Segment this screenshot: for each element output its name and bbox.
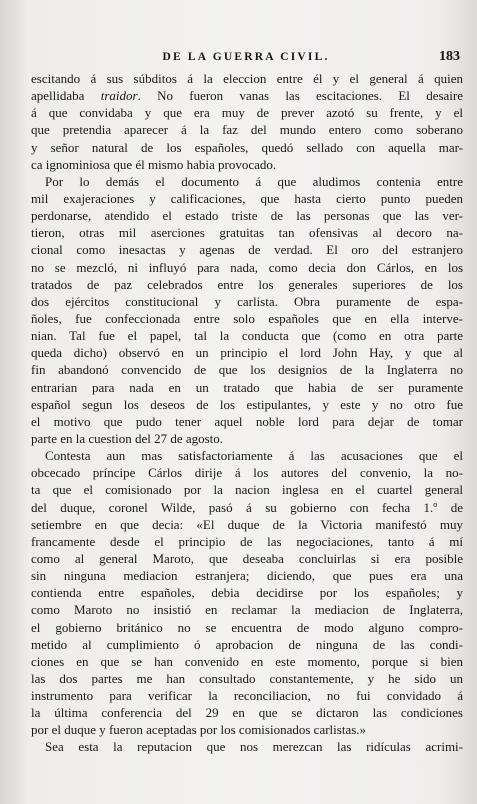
text-line: mil exajeraciones y calificaciones, que hasta cierto punto pueden xyxy=(31,190,463,206)
text-line: el motivo que pudo tener aquel noble lord para dejar de tomar xyxy=(31,413,463,429)
text-line: setiembre en que decia: «El duque de la Victoria manifestó muy xyxy=(31,516,463,532)
page-number: 183 xyxy=(439,49,460,64)
text-line: cional como inesactas y agenas de verdad. El oro del estranjero xyxy=(31,242,463,258)
text-line: apellidaba traidor. No fueron vanas las escitaciones. El desaire xyxy=(31,88,463,104)
text-line: el gobierno británico no se encuentra de modo alguno compro- xyxy=(31,619,463,635)
running-title: DE LA GUERRA CIVIL. xyxy=(162,51,330,63)
text-line: la última conferencia del 29 en que se dictaron las condiciones xyxy=(31,705,463,721)
text-line: como al general Maroto, que deseaba concluirlas si era posible xyxy=(31,550,463,566)
text-line: Contesta aun mas satisfactoriamente á las acusaciones que el xyxy=(45,448,463,464)
text-line: fin abandonó convencido de que los designios de la Inglaterra no xyxy=(31,362,463,378)
text-line: no se mezcló, ni influyó para nada, como decia don Cárlos, en los xyxy=(31,259,463,275)
text-line: entrarian para nada en un tratado que habia de ser puramente xyxy=(31,379,463,395)
text-line: metido al cumplimiento ó aprobacion de ninguna de las condi- xyxy=(31,636,463,652)
text-line: tratados de paz celebrados entre los generales superiores de los xyxy=(31,276,463,292)
text-line: como Maroto no insistió en reclamar la mediacion de Inglaterra, xyxy=(31,602,463,618)
text-line: contienda entre españoles, debia decidirse por los españoles; y xyxy=(31,585,463,601)
text-line: ca ignominiosa que él mismo habia provocado. xyxy=(31,156,277,172)
text-line: instrumento para verificar la reconciliacion, no fui convidado á xyxy=(31,688,463,704)
text-line: y señor natural de los españoles, quedó sellado con aquella mar- xyxy=(31,139,463,155)
body-text xyxy=(31,70,463,756)
text-line: queda dicho) observó en un principio el lord John Hay, y que al xyxy=(31,345,463,361)
text-line: español segun los deseos de los estipulantes, y este y no otro fue xyxy=(31,396,463,412)
text-line: que pretendia aparecer á la faz del mundo entero como soberano xyxy=(31,122,463,138)
text-line: ñoles, fue confeccionada entre solo españoles que en ella interve- xyxy=(31,310,463,326)
text-line: Por lo demás el documento á que aludimos contenia entre xyxy=(45,173,463,189)
italic-word: traidor xyxy=(100,88,138,104)
text-line: nian. Tal fue el papel, tal la conducta que (como en otra parte xyxy=(31,328,463,344)
text-line: obcecado príncipe Cárlos dirije á los autores del convenio, la no- xyxy=(31,465,463,481)
text-line: ta que el comisionado por la nacion inglesa en el cuartel general xyxy=(31,482,463,498)
text-line: perdonarse, atendido el estado triste de las personas que las ver- xyxy=(31,208,463,224)
text-line: Sea esta la reputacion que nos merezcan las ridículas acrimi- xyxy=(45,739,463,755)
text-line: ciones en que se han convenido en este momento, porque si bien xyxy=(31,653,463,669)
text-line: francamente desde el principio de las negociaciones, tanto á mí xyxy=(31,533,463,549)
text-line: del duque, coronel Wilde, pasó á su gobierno con fecha 1.º de xyxy=(31,499,463,515)
text-line: las dos partes me han consultado constantemente, y he sido un xyxy=(31,670,463,686)
text-line: escitando á sus súbditos á la eleccion entre él y el general á quien xyxy=(31,71,463,86)
text-line: dos ejércitos constitucional y carlista. Obra puramente de espa- xyxy=(31,293,463,309)
text-line: parte en la cuestion del 27 de agosto. xyxy=(31,430,224,446)
running-header xyxy=(30,49,462,67)
text-line: sin ninguna mediacion estranjera; diciendo, que pues era una xyxy=(31,568,463,584)
text-line: por el duque y fueron aceptadas por los comisionados carlistas.» xyxy=(31,722,367,738)
text-line: tieron, otras mil aserciones gratuitas tan ofensivas al decoro na- xyxy=(31,225,463,241)
text-line: á que convidaba y que era muy de prever azotó su frente, y el xyxy=(31,105,463,121)
